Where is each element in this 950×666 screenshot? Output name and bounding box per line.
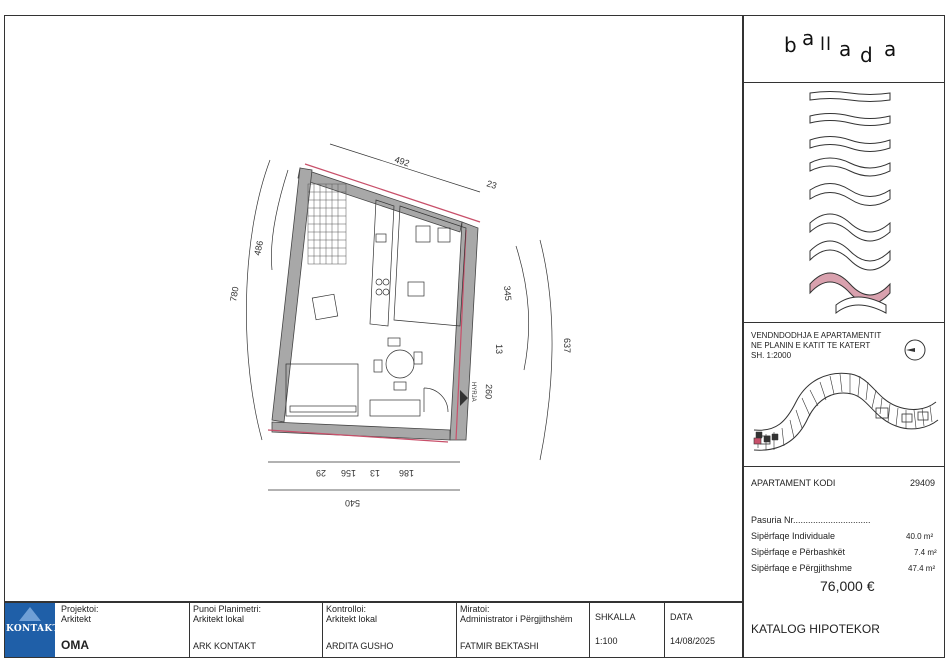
dim-bottom-seg3: 13 [369, 468, 380, 478]
kontrolloi-label: Kontrolloi: [326, 604, 367, 614]
shared-area-label: Sipërfaqe e Përbashkët [751, 547, 846, 557]
title-divider-2 [322, 602, 323, 658]
dim-right-outer: 637 [562, 338, 572, 354]
individual-area-value: 40.0 m² [906, 532, 934, 541]
ballada-logo [744, 16, 944, 82]
miratoi-role: Administrator i Përgjithshëm [460, 614, 573, 624]
logo-letter-5: a [839, 37, 852, 61]
dim-line-right-inner [516, 246, 529, 370]
total-area-value: 47.4 m² [908, 564, 936, 573]
balcony-tiles [308, 184, 346, 264]
dim-top-right: 23 [485, 178, 498, 191]
plan-walls [272, 168, 478, 440]
individual-area-label: Sipërfaqe Individuale [751, 531, 836, 541]
dim-bottom-seg1: 29 [315, 468, 326, 478]
title-divider-5 [664, 602, 665, 658]
data-value: 14/08/2025 [670, 636, 716, 646]
dim-left-inner: 486 [252, 239, 266, 257]
miratoi-name: FATMIR BEKTASHI [460, 641, 539, 651]
logo-letter-1: b [784, 33, 797, 57]
dim-line-left-inner [271, 170, 288, 270]
dim-bottom-seg2: 156 [340, 468, 356, 478]
kontakt-brand-text: KONTAKT [6, 624, 60, 634]
location-scale: SH. 1:2000 [751, 351, 792, 360]
kontakt-logo [5, 603, 60, 657]
dim-line-right-outer [540, 240, 552, 460]
floor-shape-2 [810, 114, 890, 126]
location-heading-2: NE PLANIN E KATIT TE KATERT [751, 341, 871, 350]
shkalla-label: SHKALLA [595, 612, 636, 622]
floor-plan [180, 130, 600, 510]
dim-line-top [330, 144, 480, 192]
asset-number-label: Pasuria Nr............................... [751, 515, 871, 525]
dim-top-width: 492 [393, 154, 411, 169]
dim-right-mid: 13 [494, 344, 504, 355]
logo-letter-3: l [820, 34, 826, 55]
location-divider [743, 466, 945, 467]
apartment-code-label: APARTAMENT KODI [751, 478, 836, 488]
miratoi-label: Miratoi: [460, 604, 490, 614]
title-divider-1 [189, 602, 190, 658]
shkalla-value: 1:100 [595, 636, 618, 646]
dim-right-lower: 260 [483, 383, 494, 400]
price-value: 76,000 € [820, 578, 875, 594]
logo-letter-6: d [860, 43, 873, 67]
floor-shape-1 [810, 92, 890, 102]
building-floors-key [744, 83, 944, 321]
dim-right-upper: 345 [502, 285, 514, 302]
apartment-location-marker [754, 438, 761, 444]
north-arrow-icon [904, 339, 926, 361]
kontrolloi-name: ARDITA GUSHO [326, 641, 394, 651]
punoi-role: Arkitekt lokal [193, 614, 245, 624]
apartment-code-value: 29409 [910, 478, 936, 488]
entry-label: HYRJA [470, 382, 476, 402]
location-heading-1: VENDNDODHJA E APARTAMENTIT [751, 331, 882, 340]
floor-shape-7 [810, 241, 890, 270]
shared-area-value: 7.4 m² [914, 548, 937, 557]
punoi-name: ARK KONTAKT [193, 641, 256, 651]
dim-line-left-outer [246, 160, 270, 440]
kontakt-arrow-icon [19, 607, 41, 621]
logo-letter-4: l [826, 34, 832, 55]
floor-shape-6 [810, 214, 890, 241]
projektoi-role: Arkitekt [61, 614, 92, 624]
projektoi-label: Projektoi: [61, 604, 99, 614]
floor-shape-4 [810, 158, 890, 176]
dim-bottom-total: 540 [344, 498, 360, 508]
projektoi-brand: OMA [61, 638, 89, 652]
logo-letter-7: a [884, 37, 897, 61]
logo-letter-2: a [802, 26, 815, 50]
floor-shape-3 [810, 137, 890, 152]
punoi-label: Punoi Planimetri: [193, 604, 262, 614]
kontrolloi-role: Arkitekt lokal [326, 614, 378, 624]
catalog-title: KATALOG HIPOTEKOR [751, 622, 880, 636]
title-divider-4 [589, 602, 590, 658]
site-location-map [746, 362, 942, 462]
key-divider [743, 322, 945, 323]
dim-left-outer: 780 [228, 285, 241, 303]
floor-shape-5 [810, 184, 890, 206]
total-area-label: Sipërfaqe e Përgjithshme [751, 563, 853, 573]
dim-bottom-seg4: 186 [398, 468, 414, 478]
title-divider-3 [456, 602, 457, 658]
data-label: DATA [670, 612, 693, 622]
